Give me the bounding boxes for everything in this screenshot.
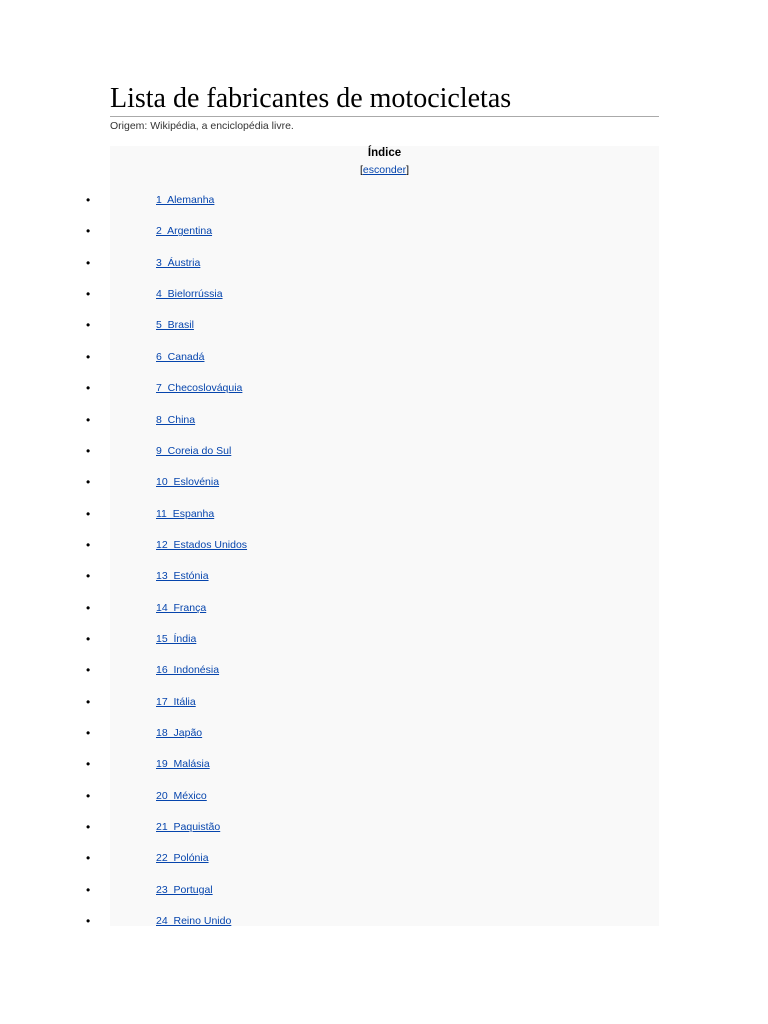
toc-item <box>0 850 400 866</box>
toc-item <box>0 349 400 365</box>
toc-item <box>0 192 400 208</box>
toc-item <box>0 474 400 490</box>
bullet-icon: • <box>86 537 91 552</box>
toc-link[interactable]: 21 Paquistão <box>156 821 221 833</box>
bullet-icon: • <box>86 820 91 834</box>
page-title: Lista de fabricantes de motocicletas <box>110 82 659 117</box>
bullet-icon: • <box>86 381 91 396</box>
toc-link[interactable]: 7 Checoslováquia <box>156 382 243 395</box>
toc-link[interactable]: 11 Espanha <box>156 507 215 520</box>
toc-item <box>0 286 400 302</box>
toc-item <box>0 568 400 584</box>
toc-item <box>0 662 400 678</box>
bullet-icon: • <box>86 569 91 584</box>
toc-item <box>0 223 400 239</box>
toc-item <box>0 694 400 710</box>
toc-heading: Índice <box>367 147 402 159</box>
toc-item <box>0 600 400 616</box>
toc-item <box>0 537 400 553</box>
bullet-icon: • <box>86 631 91 646</box>
toc-link[interactable]: 1 Alemanha <box>156 194 215 206</box>
bullet-icon: • <box>86 475 91 490</box>
toc-link[interactable]: 4 Bielorrússia <box>156 288 223 301</box>
bullet-icon: • <box>86 443 91 458</box>
toc-link[interactable]: 12 Estados Unidos <box>156 538 248 551</box>
toc-item <box>0 756 400 772</box>
bullet-icon: • <box>86 506 91 521</box>
toc-link[interactable]: 10 Eslovénia <box>156 476 220 489</box>
toc-item <box>0 380 400 396</box>
toc-toggle <box>110 163 659 177</box>
toc-link[interactable]: 20 México <box>156 789 207 802</box>
bullet-icon: • <box>86 788 91 803</box>
toc-item <box>0 882 400 898</box>
toc-link[interactable]: 8 China <box>156 413 196 426</box>
toc-link[interactable]: 16 Indonésia <box>156 664 220 677</box>
toc-link[interactable]: 24 Reino Unido <box>156 915 232 928</box>
bullet-icon: • <box>86 224 91 239</box>
toc-item <box>0 412 400 428</box>
toc-link[interactable]: 9 Coreia do Sul <box>156 444 232 457</box>
toc-link[interactable]: 13 Estónia <box>156 570 209 583</box>
bullet-icon: • <box>86 726 91 740</box>
bullet-icon: • <box>86 914 91 929</box>
bullet-icon: • <box>86 882 91 897</box>
toc-link[interactable]: 19 Malásia <box>156 758 210 771</box>
origin-note: Origem: Wikipédia, a enciclopédia livre. <box>110 120 294 132</box>
toc-item <box>0 788 400 804</box>
toc-item <box>0 819 400 835</box>
bullet-icon: • <box>86 349 91 364</box>
bullet-icon: • <box>86 757 91 772</box>
toc-item <box>0 913 400 929</box>
toc-item <box>0 317 400 333</box>
bullet-icon: • <box>86 318 91 333</box>
toc-hide-link[interactable]: esconder <box>362 164 407 176</box>
toc-toggle-close-bracket: ] <box>406 164 410 176</box>
toc-link[interactable]: 22 Polónia <box>156 852 209 865</box>
toc-item <box>0 255 400 271</box>
toc-link[interactable]: 17 Itália <box>156 695 196 708</box>
toc-link[interactable]: 6 Canadá <box>156 350 205 363</box>
toc-link[interactable]: 23 Portugal <box>156 883 213 896</box>
toc-item <box>0 443 400 459</box>
bullet-icon: • <box>86 193 91 207</box>
toc-item <box>0 725 400 741</box>
toc-link[interactable]: 14 França <box>156 601 207 614</box>
toc-link[interactable]: 18 Japão <box>156 727 203 739</box>
toc-item <box>0 506 400 522</box>
toc-item <box>0 631 400 647</box>
bullet-icon: • <box>86 600 91 615</box>
bullet-icon: • <box>86 663 91 678</box>
bullet-icon: • <box>86 287 91 302</box>
bullet-icon: • <box>86 412 91 427</box>
toc-link[interactable]: 2 Argentina <box>156 225 213 238</box>
toc-toggle-open-bracket: [ <box>359 164 363 176</box>
bullet-icon: • <box>86 851 91 866</box>
bullet-icon: • <box>86 694 91 709</box>
toc-link[interactable]: 3 Áustria <box>156 256 201 269</box>
bullet-icon: • <box>86 255 91 270</box>
toc-link[interactable]: 5 Brasil <box>156 319 194 332</box>
toc-link[interactable]: 15 Índia <box>156 632 197 645</box>
